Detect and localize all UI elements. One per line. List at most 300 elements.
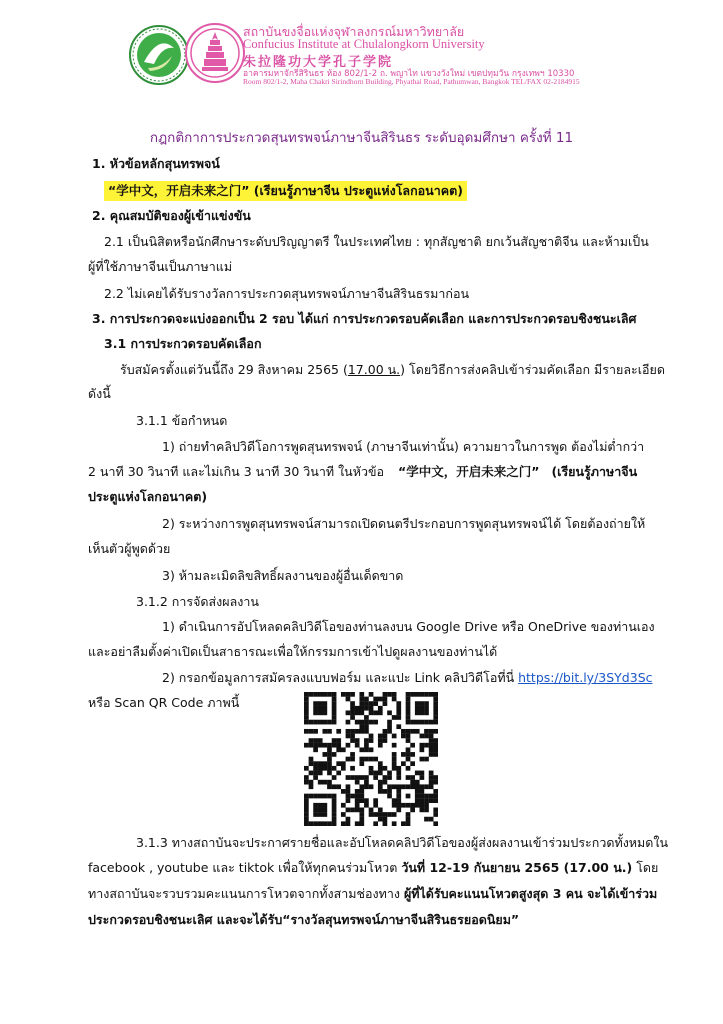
qr-module xyxy=(424,729,429,734)
qr-module xyxy=(359,761,364,766)
qr-module xyxy=(322,761,327,766)
qr-module xyxy=(327,743,332,748)
rule1-line2 xyxy=(88,464,637,480)
qr-module xyxy=(359,757,364,762)
qr-module xyxy=(341,766,346,771)
submit2-line2: หรือ Scan QR Code ภาพนี้ xyxy=(88,695,240,710)
qr-module xyxy=(429,780,434,785)
qr-module xyxy=(359,729,364,734)
qr-module xyxy=(318,761,323,766)
qr-module xyxy=(322,794,327,799)
qr-module xyxy=(406,692,411,697)
qr-module xyxy=(392,697,397,702)
qr-module xyxy=(406,775,411,780)
qr-module xyxy=(396,798,401,803)
qr-module xyxy=(318,766,323,771)
qr-module xyxy=(420,775,425,780)
qr-module xyxy=(429,752,434,757)
qr-module xyxy=(415,710,420,715)
qr-module xyxy=(332,706,337,711)
qr-module xyxy=(429,794,434,799)
qr-module xyxy=(304,780,309,785)
qr-module xyxy=(327,757,332,762)
qr-module xyxy=(359,812,364,817)
rule2-line2: เห็นตัวผู้พูดด้วย xyxy=(88,541,171,556)
qr-module xyxy=(355,798,360,803)
qr-module xyxy=(401,752,406,757)
qr-module xyxy=(364,747,369,752)
qr-module xyxy=(378,761,383,766)
qr-module xyxy=(332,803,337,808)
qr-module xyxy=(327,771,332,776)
qr-module xyxy=(378,812,383,817)
qr-module xyxy=(392,784,397,789)
qr-module xyxy=(415,789,420,794)
qr-module xyxy=(383,766,388,771)
qr-module xyxy=(346,784,351,789)
qr-module xyxy=(396,775,401,780)
qr-module xyxy=(341,812,346,817)
institute-name-english: Confucius Institute at Chulalongkorn University xyxy=(243,37,485,51)
qr-module xyxy=(406,747,411,752)
qr-module xyxy=(359,775,364,780)
qr-module xyxy=(359,701,364,706)
qr-module xyxy=(424,701,429,706)
qr-module xyxy=(313,692,318,697)
qr-module xyxy=(369,738,374,743)
qr-module xyxy=(304,766,309,771)
qr-module xyxy=(410,761,415,766)
qr-module xyxy=(341,761,346,766)
qr-module xyxy=(359,747,364,752)
qr-module xyxy=(424,784,429,789)
qr-module xyxy=(364,784,369,789)
qr-module xyxy=(350,715,355,720)
qr-module xyxy=(433,798,438,803)
qr-module xyxy=(373,821,378,826)
qr-module xyxy=(396,710,401,715)
qr-module xyxy=(410,780,415,785)
qr-code-icon[interactable] xyxy=(304,692,438,826)
submit2-text: 2) กรอกข้อมูลการสมัครลงแบบฟอร์ม และแปะ Link คลิปวิดีโอที่นี่ xyxy=(162,670,515,685)
qr-module xyxy=(332,798,337,803)
qr-module xyxy=(373,803,378,808)
vote-text-c: โดย xyxy=(636,860,659,875)
rule1-topic-thai: (เรียนรู้ภาษาจีน xyxy=(551,464,638,479)
qr-module xyxy=(369,706,374,711)
qr-module xyxy=(410,808,415,813)
qr-module xyxy=(373,812,378,817)
qr-module xyxy=(383,738,388,743)
qr-module xyxy=(313,729,318,734)
qr-module xyxy=(392,757,397,762)
qr-module xyxy=(332,701,337,706)
qr-module xyxy=(433,743,438,748)
qr-module xyxy=(406,821,411,826)
qr-module xyxy=(406,701,411,706)
qr-module xyxy=(420,706,425,711)
qr-module xyxy=(410,743,415,748)
qr-module xyxy=(392,752,397,757)
qr-module xyxy=(369,808,374,813)
qr-module xyxy=(387,710,392,715)
section1-heading: 1. หัวข้อหลักสุนทรพจน์ xyxy=(92,156,220,171)
qr-module xyxy=(304,697,309,702)
qr-module xyxy=(373,798,378,803)
qr-module xyxy=(410,803,415,808)
qr-module xyxy=(420,789,425,794)
qr-module xyxy=(392,812,397,817)
vote-top3: ผู้ที่ได้รับคะแนนโหวตสูงสุด 3 คน จะได้เข้าร่วม xyxy=(403,886,658,901)
document-title: กฎกติกาการประกวดสุนทรพจน์ภาษาจีนสิรินธร ระดับอุดมศึกษา ครั้งที่ 11 xyxy=(149,130,574,146)
qr-module xyxy=(369,766,374,771)
qr-module xyxy=(304,710,309,715)
qr-module xyxy=(369,692,374,697)
registration-line1 xyxy=(120,362,665,378)
qr-module xyxy=(373,757,378,762)
qr-module xyxy=(420,720,425,725)
qr-module xyxy=(332,817,337,822)
registration-link[interactable]: https://bit.ly/3SYd3Sc xyxy=(518,670,653,685)
qr-module xyxy=(322,710,327,715)
qr-module xyxy=(424,757,429,762)
qr-module xyxy=(304,803,309,808)
qr-module xyxy=(304,729,309,734)
qr-module xyxy=(341,789,346,794)
qr-module xyxy=(346,697,351,702)
qr-module xyxy=(424,720,429,725)
qr-module xyxy=(318,812,323,817)
qr-module xyxy=(415,706,420,711)
vote-platforms: facebook , youtube และ tiktok เพื่อให้ทุกคนร่วมโหวต xyxy=(88,860,398,875)
qr-module xyxy=(406,803,411,808)
qr-module xyxy=(420,734,425,739)
qr-module xyxy=(429,775,434,780)
qr-module xyxy=(322,720,327,725)
qr-module xyxy=(387,775,392,780)
qr-module xyxy=(383,789,388,794)
section3-1-2-heading: 3.1.2 การจัดส่งผลงาน xyxy=(136,594,259,609)
qr-module xyxy=(346,808,351,813)
qr-module xyxy=(309,720,314,725)
qr-module xyxy=(304,775,309,780)
qr-module xyxy=(313,720,318,725)
qr-module xyxy=(429,692,434,697)
qr-module xyxy=(429,798,434,803)
qr-module xyxy=(336,729,341,734)
qr-module xyxy=(304,706,309,711)
qr-module xyxy=(304,701,309,706)
qr-module xyxy=(392,761,397,766)
qr-module xyxy=(415,798,420,803)
qr-module xyxy=(359,710,364,715)
rule1-line3: ประตูแห่งโลกอนาคต) xyxy=(88,489,208,504)
qr-module xyxy=(364,706,369,711)
registration-line2: ดังนี้ xyxy=(88,386,111,401)
qr-module xyxy=(396,808,401,813)
qr-module xyxy=(373,710,378,715)
qr-module xyxy=(383,729,388,734)
qr-module xyxy=(392,766,397,771)
qr-module xyxy=(378,710,383,715)
qr-module xyxy=(383,821,388,826)
qr-module xyxy=(433,729,438,734)
qr-module xyxy=(364,780,369,785)
qr-module xyxy=(309,821,314,826)
chulalongkorn-university-seal xyxy=(184,22,246,84)
qr-module xyxy=(373,720,378,725)
qr-module xyxy=(433,715,438,720)
qr-module xyxy=(322,752,327,757)
qr-module xyxy=(322,743,327,748)
qr-module xyxy=(378,771,383,776)
qr-module xyxy=(359,697,364,702)
qr-module xyxy=(313,808,318,813)
qr-module xyxy=(387,771,392,776)
qr-module xyxy=(346,817,351,822)
qr-module xyxy=(350,734,355,739)
qr-module xyxy=(392,821,397,826)
qr-module xyxy=(401,729,406,734)
qr-module xyxy=(433,738,438,743)
qr-module xyxy=(433,701,438,706)
qr-module xyxy=(383,817,388,822)
qr-module xyxy=(355,789,360,794)
qr-module xyxy=(401,734,406,739)
qr-module xyxy=(383,780,388,785)
qr-module xyxy=(369,812,374,817)
qr-module xyxy=(424,817,429,822)
qr-module xyxy=(387,720,392,725)
qr-module xyxy=(429,817,434,822)
qr-module xyxy=(415,692,420,697)
institute-name-thai: สถาบันขงจื่อแห่งจุฬาลงกรณ์มหาวิทยาลัย xyxy=(243,24,465,39)
qr-module xyxy=(420,808,425,813)
qr-module xyxy=(336,771,341,776)
qr-module xyxy=(429,720,434,725)
qr-module xyxy=(359,794,364,799)
qr-module xyxy=(378,784,383,789)
qr-module xyxy=(313,775,318,780)
section3-1-3-line1: 3.1.3 ทางสถาบันจะประกาศรายชื่อและอัปโหลดคลิปวิดีโอของผู้ส่งผลงานเข้าร่วมประกวดทั้งหมดใน xyxy=(136,835,669,850)
qr-module xyxy=(350,808,355,813)
qr-module xyxy=(364,729,369,734)
topic-chinese: “学中文，开启未来之门” xyxy=(108,183,250,198)
qr-module xyxy=(332,720,337,725)
qr-module xyxy=(332,794,337,799)
qr-module xyxy=(433,775,438,780)
qr-module xyxy=(373,771,378,776)
qr-module xyxy=(332,710,337,715)
qr-module xyxy=(406,812,411,817)
qr-module xyxy=(387,794,392,799)
qr-module xyxy=(406,766,411,771)
qr-module xyxy=(433,706,438,711)
qr-module xyxy=(378,734,383,739)
qr-module xyxy=(383,697,388,702)
qr-module xyxy=(424,803,429,808)
qr-module xyxy=(429,738,434,743)
qr-module xyxy=(420,803,425,808)
qr-module xyxy=(429,784,434,789)
qr-module xyxy=(369,720,374,725)
qr-module xyxy=(420,771,425,776)
submit1-line2: และอย่าลืมตั้งค่าเปิดเป็นสาธารณะเพื่อให้กรรมการเข้าไปดูผลงานของท่านได้ xyxy=(88,644,498,659)
submit2-line1 xyxy=(162,670,653,686)
qr-module xyxy=(406,729,411,734)
qr-module xyxy=(318,706,323,711)
qr-module xyxy=(369,784,374,789)
qr-module xyxy=(364,798,369,803)
qr-module xyxy=(332,715,337,720)
qr-module xyxy=(359,692,364,697)
qr-module xyxy=(410,720,415,725)
qr-module xyxy=(341,803,346,808)
qr-module xyxy=(415,720,420,725)
qr-module xyxy=(364,724,369,729)
qr-module xyxy=(350,757,355,762)
qr-module xyxy=(332,697,337,702)
qr-module xyxy=(396,724,401,729)
qr-module xyxy=(401,761,406,766)
qr-module xyxy=(304,817,309,822)
qr-module xyxy=(364,697,369,702)
qr-module xyxy=(410,692,415,697)
qr-module xyxy=(359,808,364,813)
qr-module xyxy=(424,706,429,711)
qr-module xyxy=(433,752,438,757)
qr-module xyxy=(378,808,383,813)
qr-module xyxy=(406,706,411,711)
qr-module xyxy=(346,710,351,715)
qr-module xyxy=(396,803,401,808)
qr-module xyxy=(346,757,351,762)
qr-module xyxy=(346,821,351,826)
qr-module xyxy=(369,701,374,706)
section2-item1-line1: 2.1 เป็นนิสิตหรือนักศึกษาระดับปริญญาตรี ในประเทศไทย : ทุกสัญชาติ ยกเว้นสัญชาติจีน และห้ามเป็น xyxy=(104,234,649,249)
qr-module xyxy=(309,794,314,799)
qr-module xyxy=(313,803,318,808)
rule1-duration: 2 นาที 30 วินาที และไม่เกิน 3 นาที 30 วินาที ในหัวข้อ xyxy=(88,464,385,479)
qr-module xyxy=(420,784,425,789)
qr-module xyxy=(313,766,318,771)
qr-module xyxy=(410,729,415,734)
qr-module xyxy=(313,710,318,715)
qr-module xyxy=(433,780,438,785)
qr-module xyxy=(336,738,341,743)
qr-module xyxy=(350,706,355,711)
qr-module xyxy=(322,812,327,817)
qr-module xyxy=(396,715,401,720)
qr-module xyxy=(309,780,314,785)
qr-module xyxy=(433,812,438,817)
qr-module xyxy=(396,794,401,799)
qr-module xyxy=(420,692,425,697)
qr-module xyxy=(369,734,374,739)
qr-module xyxy=(420,794,425,799)
qr-module xyxy=(346,794,351,799)
qr-module xyxy=(392,803,397,808)
qr-module xyxy=(364,757,369,762)
qr-module xyxy=(364,701,369,706)
qr-module xyxy=(401,784,406,789)
qr-module xyxy=(327,747,332,752)
qr-module xyxy=(369,757,374,762)
qr-module xyxy=(355,780,360,785)
qr-module xyxy=(387,812,392,817)
qr-module xyxy=(406,697,411,702)
qr-module xyxy=(355,808,360,813)
qr-module xyxy=(410,775,415,780)
qr-module xyxy=(309,738,314,743)
qr-module xyxy=(383,812,388,817)
qr-module xyxy=(415,780,420,785)
qr-module xyxy=(332,766,337,771)
qr-module xyxy=(318,808,323,813)
qr-module xyxy=(304,720,309,725)
section3-1-3-line3 xyxy=(88,886,657,902)
qr-module xyxy=(359,789,364,794)
qr-module xyxy=(364,720,369,725)
qr-module xyxy=(336,784,341,789)
qr-module xyxy=(313,821,318,826)
qr-module xyxy=(332,738,337,743)
qr-module xyxy=(433,821,438,826)
address-thai: อาคารมหาจักรีสิรินธร ห้อง 802/1-2 ถ. พญาไท แขวงวังใหม่ เขตปทุมวัน กรุงเทพฯ 10330 xyxy=(243,69,575,79)
qr-module xyxy=(373,701,378,706)
qr-module xyxy=(309,729,314,734)
qr-module xyxy=(433,710,438,715)
qr-module xyxy=(429,734,434,739)
qr-module xyxy=(304,812,309,817)
qr-module xyxy=(346,734,351,739)
qr-module xyxy=(332,775,337,780)
qr-module xyxy=(364,803,369,808)
qr-module xyxy=(332,743,337,748)
qr-module xyxy=(378,817,383,822)
qr-module xyxy=(415,784,420,789)
qr-module xyxy=(433,794,438,799)
qr-module xyxy=(313,771,318,776)
qr-module xyxy=(359,706,364,711)
qr-module xyxy=(350,775,355,780)
qr-module xyxy=(429,743,434,748)
qr-module xyxy=(355,821,360,826)
qr-module xyxy=(355,794,360,799)
qr-module xyxy=(304,692,309,697)
qr-module xyxy=(313,738,318,743)
qr-module xyxy=(401,821,406,826)
qr-module xyxy=(424,734,429,739)
rule2-line1: 2) ระหว่างการพูดสุนทรพจน์สามารถเปิดดนตรีประกอบการพูดสุนทรพจน์ได้ โดยต้องถ่ายให้ xyxy=(162,516,646,531)
qr-module xyxy=(387,789,392,794)
qr-module xyxy=(355,710,360,715)
qr-module xyxy=(378,766,383,771)
qr-module xyxy=(332,821,337,826)
qr-module xyxy=(318,710,323,715)
qr-module xyxy=(369,747,374,752)
qr-module xyxy=(415,701,420,706)
qr-module xyxy=(327,766,332,771)
registration-time: 17.00 น. xyxy=(347,362,401,377)
section1-topic xyxy=(104,181,467,201)
qr-module xyxy=(332,784,337,789)
qr-module xyxy=(332,692,337,697)
qr-module xyxy=(378,706,383,711)
qr-module xyxy=(318,803,323,808)
qr-module xyxy=(350,729,355,734)
section3-heading: 3. การประกวดจะแบ่งออกเป็น 2 รอบ ได้แก่ การประกวดรอบคัดเลือก และการประกวดรอบชิงชนะเลิศ xyxy=(92,311,637,326)
